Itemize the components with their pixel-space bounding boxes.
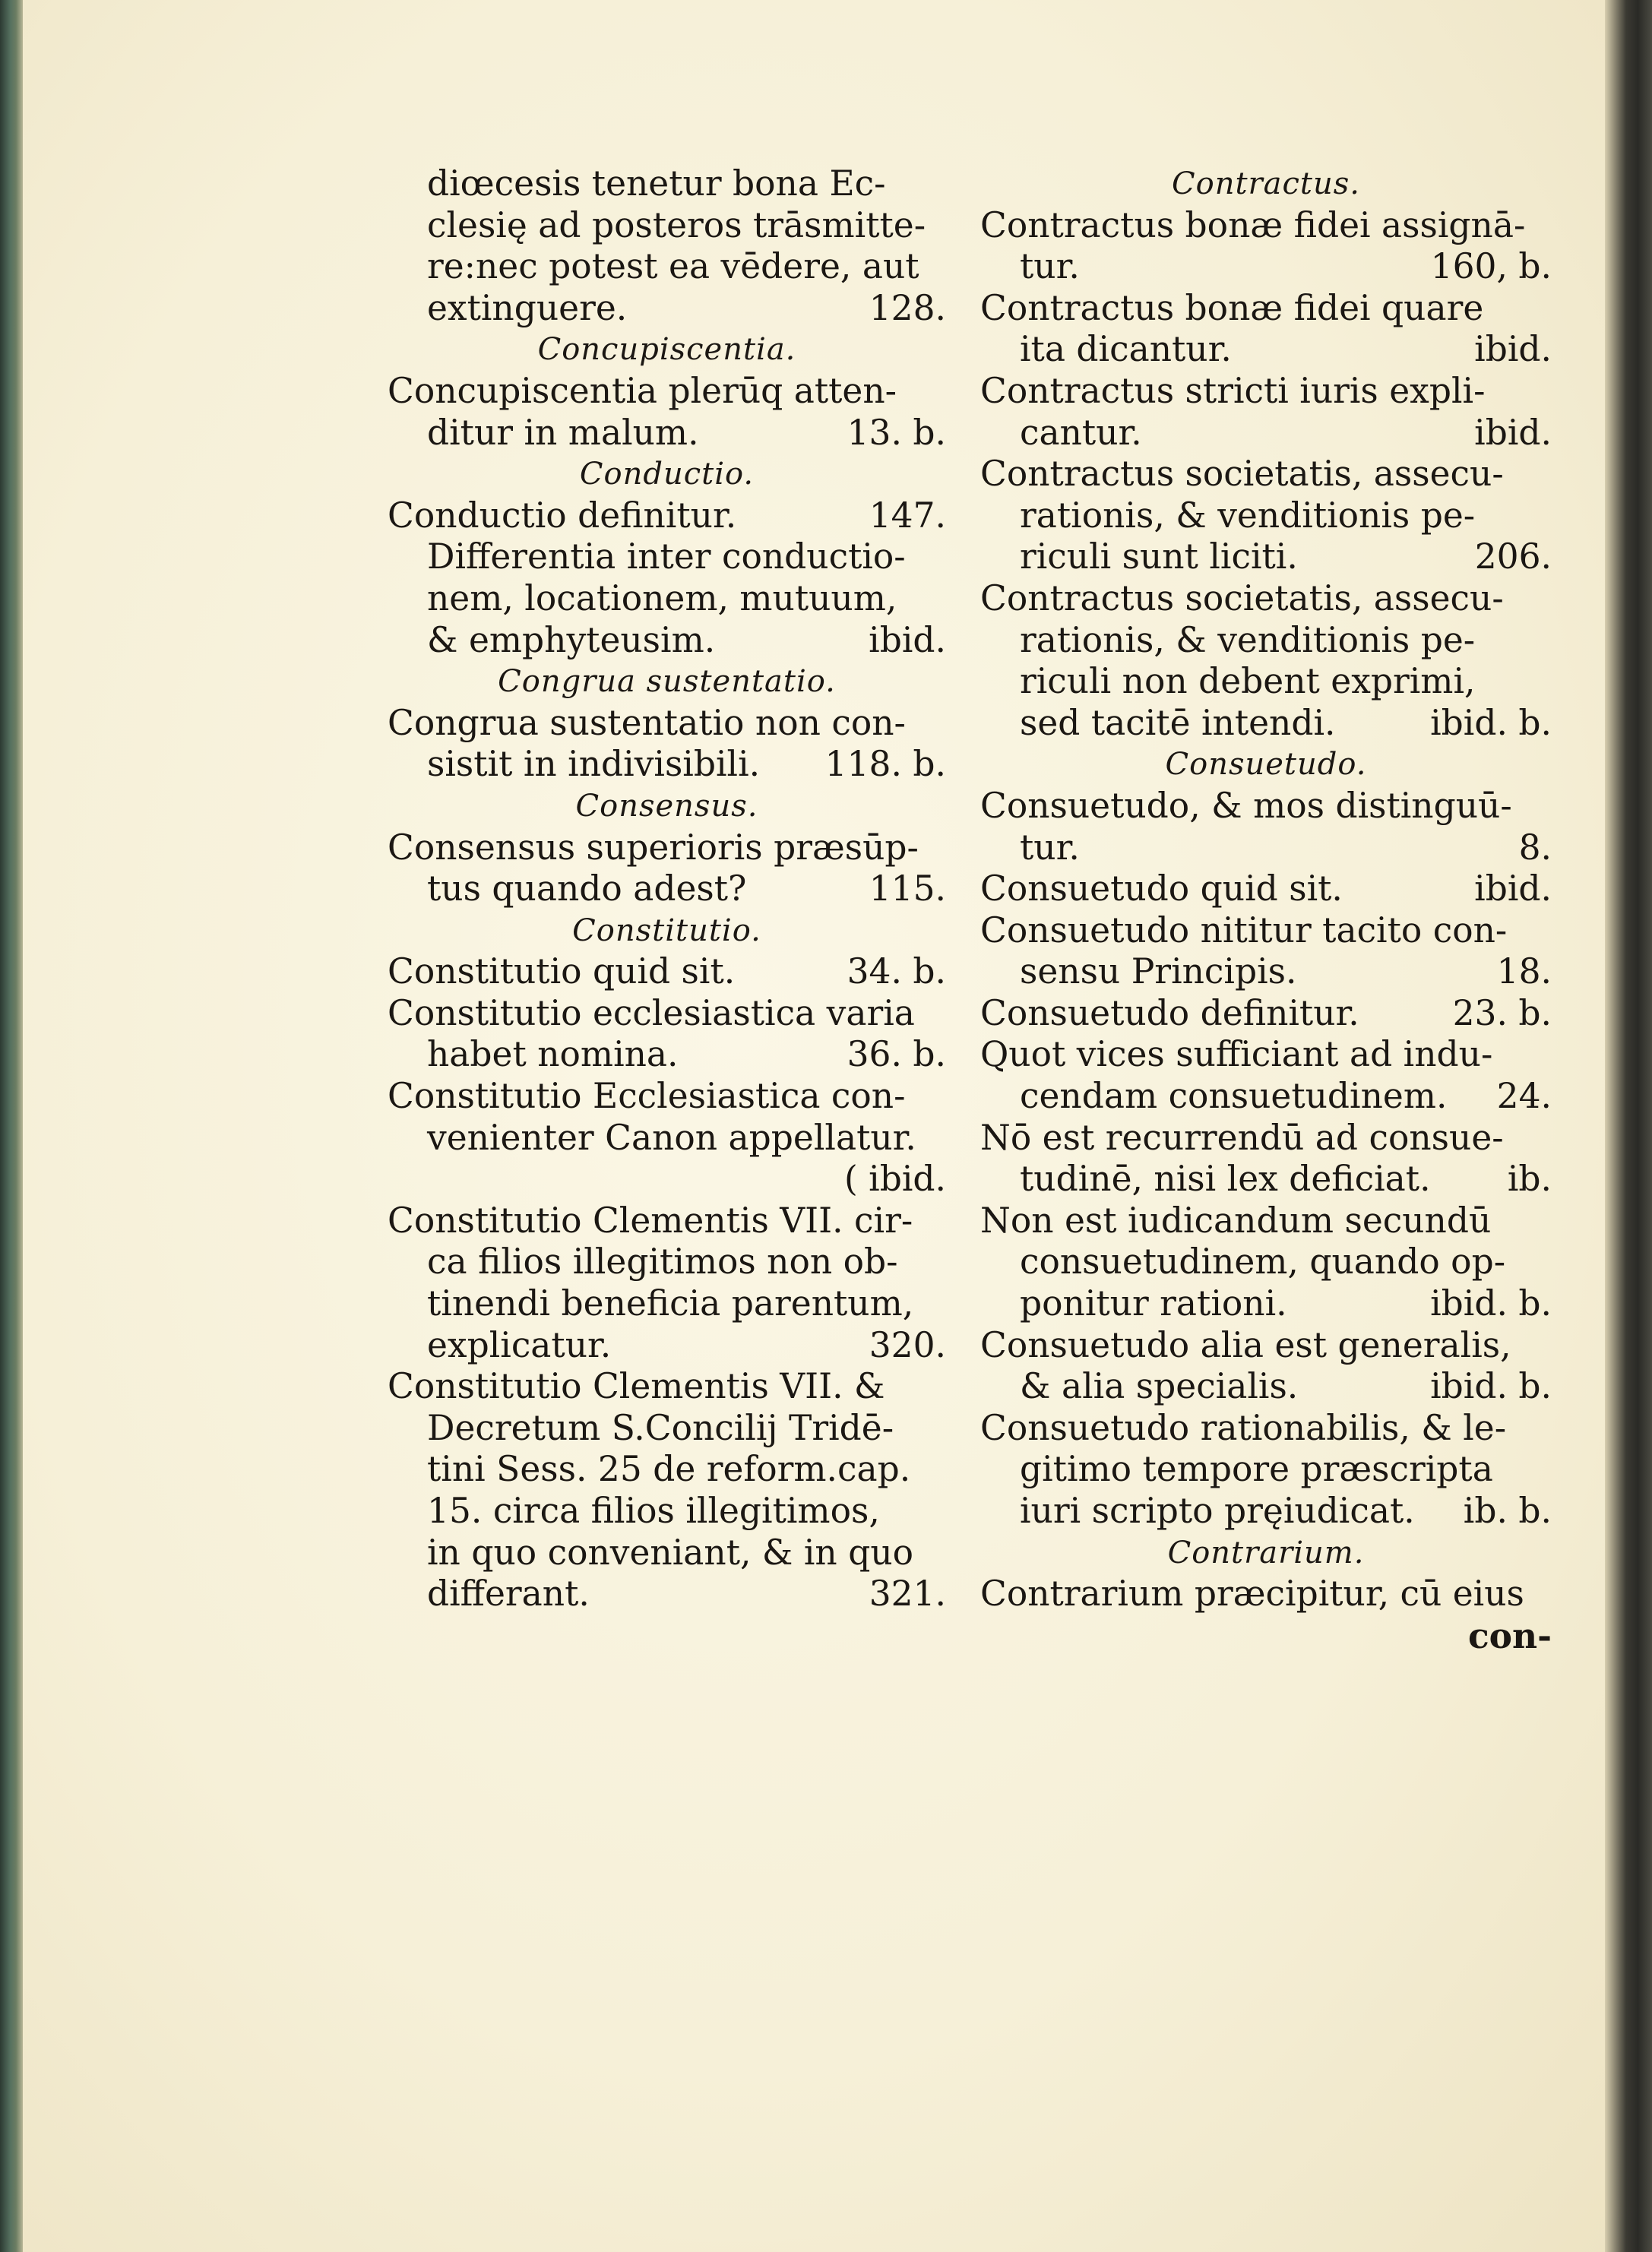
index-entry-line bbox=[388, 413, 946, 454]
index-entry-line bbox=[980, 910, 1552, 952]
index-heading bbox=[388, 910, 946, 952]
page-gutter bbox=[1605, 0, 1652, 2252]
index-entry-line bbox=[388, 703, 946, 745]
index-entry-line bbox=[980, 1408, 1552, 1450]
index-entry-line bbox=[388, 205, 946, 247]
entry-text: Consuetudo definitur. bbox=[980, 992, 1359, 1033]
index-entry-line bbox=[980, 951, 1552, 993]
index-entry-line bbox=[388, 1241, 946, 1283]
index-entry-line bbox=[388, 744, 946, 786]
index-entry-line bbox=[388, 1200, 946, 1242]
index-entry-line bbox=[388, 951, 946, 993]
entry-text: tini Sess. 25 de reform.cap. bbox=[427, 1449, 911, 1490]
index-entry-line bbox=[388, 1118, 946, 1159]
index-heading bbox=[980, 1532, 1552, 1574]
index-entry-line bbox=[388, 246, 946, 288]
index-entry-line bbox=[980, 329, 1552, 371]
entry-text: Nō est recurrendū ad consue- bbox=[980, 1117, 1504, 1158]
entry-text: consuetudinem, quando op- bbox=[1020, 1241, 1506, 1283]
index-entry-line bbox=[388, 620, 946, 662]
page-reference: 115. bbox=[869, 868, 946, 909]
entry-text: ponitur rationi. bbox=[1020, 1283, 1287, 1324]
index-entry-line bbox=[980, 246, 1552, 288]
index-entry-line bbox=[980, 1491, 1552, 1532]
entry-text: Conductio. bbox=[579, 457, 755, 492]
page-reference: 23. b. bbox=[1452, 992, 1552, 1033]
entry-text: ( ibid. bbox=[843, 1159, 946, 1200]
page-reference: 147. bbox=[869, 495, 946, 536]
entry-text: Congrua sustentatio. bbox=[498, 664, 836, 700]
entry-text: explicatur. bbox=[427, 1324, 612, 1365]
index-entry-line bbox=[980, 1241, 1552, 1283]
index-entry-line bbox=[980, 993, 1552, 1035]
entry-text: cendam consuetudinem. bbox=[1020, 1076, 1448, 1117]
entry-text: Concupiscentia. bbox=[537, 332, 796, 368]
index-entry-line bbox=[980, 1076, 1552, 1118]
entry-text: ca filios illegitimos non ob- bbox=[427, 1241, 898, 1283]
page-reference: ibid. bbox=[1474, 329, 1552, 370]
entry-text: Differentia inter conductio- bbox=[427, 536, 906, 577]
page-reference: ibid. b. bbox=[1430, 702, 1552, 743]
entry-text: ita dicantur. bbox=[1020, 329, 1232, 370]
index-entry-line bbox=[980, 1366, 1552, 1408]
page-reference: ib. b. bbox=[1463, 1491, 1552, 1531]
entry-text: rationis, & venditionis pe- bbox=[1020, 619, 1476, 660]
index-entry-line bbox=[388, 1449, 946, 1491]
index-heading bbox=[980, 744, 1552, 786]
index-entry-line bbox=[980, 620, 1552, 662]
entry-text: Consuetudo quid sit. bbox=[980, 868, 1343, 909]
entry-text: Contractus societatis, assecu- bbox=[980, 454, 1504, 495]
page-reference: ibid. bbox=[1474, 412, 1552, 453]
page-reference: ibid. bbox=[869, 619, 946, 660]
entry-text: sensu Principis. bbox=[1020, 951, 1297, 992]
page-reference: 18. bbox=[1496, 951, 1552, 992]
entry-text: Constitutio Clementis VII. & bbox=[388, 1366, 885, 1407]
entry-text: & emphyteusim. bbox=[427, 619, 716, 660]
index-heading bbox=[388, 454, 946, 495]
entry-text: Contractus stricti iuris expli- bbox=[980, 370, 1486, 411]
page-reference: ibid. bbox=[1474, 868, 1552, 909]
page-reference: ibid. b. bbox=[1430, 1283, 1552, 1324]
entry-text: Consuetudo rationabilis, & le- bbox=[980, 1407, 1507, 1448]
index-entry-line bbox=[388, 1076, 946, 1118]
index-entry-line bbox=[980, 205, 1552, 247]
index-entry-line bbox=[980, 661, 1552, 703]
index-entry-line bbox=[980, 413, 1552, 454]
index-entry-line bbox=[388, 1159, 946, 1200]
entry-text: Congrua sustentatio non con- bbox=[388, 702, 906, 743]
entry-text: Conductio definitur. bbox=[388, 495, 737, 536]
entry-text: Contractus. bbox=[1172, 166, 1360, 201]
page-reference: 206. bbox=[1474, 536, 1552, 577]
entry-text: extinguere. bbox=[427, 287, 628, 328]
index-entry-line bbox=[980, 1118, 1552, 1159]
entry-text: riculi non debent exprimi, bbox=[1020, 661, 1476, 702]
index-heading bbox=[388, 786, 946, 827]
index-entry-line bbox=[388, 1408, 946, 1450]
entry-text: re:nec potest ea vēdere, aut bbox=[427, 246, 919, 287]
entry-text: Quot vices sufficiant ad indu- bbox=[980, 1034, 1493, 1075]
entry-text: nem, locationem, mutuum, bbox=[427, 577, 897, 618]
entry-text: Contractus bonæ fidei quare bbox=[980, 287, 1484, 328]
index-column-left bbox=[388, 163, 946, 1615]
entry-text: Non est iudicandum secundū bbox=[980, 1200, 1492, 1241]
index-entry-line bbox=[980, 578, 1552, 620]
index-entry-line bbox=[980, 536, 1552, 578]
index-entry-line bbox=[980, 288, 1552, 330]
page-reference: 321. bbox=[869, 1574, 946, 1615]
page-reference: 320. bbox=[869, 1324, 946, 1365]
index-entry-line bbox=[980, 827, 1552, 869]
index-entry-line bbox=[980, 454, 1552, 495]
entry-text: venienter Canon appellatur. bbox=[427, 1117, 916, 1158]
entry-text: con- bbox=[1467, 1615, 1552, 1656]
entry-text: Contrarium. bbox=[1167, 1535, 1365, 1570]
entry-text: Consuetudo alia est generalis, bbox=[980, 1324, 1511, 1365]
entry-text: Decretum S.Concilij Tridē- bbox=[427, 1407, 894, 1448]
entry-text: Consuetudo nititur tacito con- bbox=[980, 909, 1508, 950]
entry-text: Contractus societatis, assecu- bbox=[980, 577, 1504, 618]
entry-text: Constitutio quid sit. bbox=[388, 951, 736, 992]
index-entry-line bbox=[388, 1325, 946, 1367]
index-entry-line bbox=[980, 1283, 1552, 1325]
index-entry-line bbox=[980, 1449, 1552, 1491]
index-entry-line bbox=[980, 1325, 1552, 1367]
index-entry-line bbox=[388, 1366, 946, 1408]
entry-text: tur. bbox=[1020, 827, 1080, 868]
index-entry-line bbox=[388, 993, 946, 1035]
book-binding-edge bbox=[0, 0, 23, 2252]
index-entry-line bbox=[388, 536, 946, 578]
entry-text: diœcesis tenetur bona Ec- bbox=[427, 163, 886, 204]
page-reference: ib. bbox=[1507, 1159, 1552, 1200]
entry-text: sistit in indivisibili. bbox=[427, 744, 761, 785]
entry-text: & alia specialis. bbox=[1020, 1366, 1299, 1407]
entry-text: Consuetudo, & mos distinguū- bbox=[980, 785, 1512, 826]
entry-text: Constitutio. bbox=[572, 913, 761, 948]
index-entry-line bbox=[388, 1283, 946, 1325]
page-reference: 34. b. bbox=[847, 951, 946, 992]
entry-text: gitimo tempore præscripta bbox=[1020, 1449, 1493, 1490]
index-entry-line bbox=[980, 786, 1552, 827]
entry-text: Concupiscentia plerūq atten- bbox=[388, 370, 897, 411]
entry-text: rationis, & venditionis pe- bbox=[1020, 495, 1476, 536]
page-reference: 128. bbox=[869, 287, 946, 328]
entry-text: iuri scripto pręiudicat. bbox=[1020, 1491, 1415, 1531]
index-entry-line bbox=[388, 868, 946, 910]
entry-text: Constitutio Clementis VII. cir- bbox=[388, 1200, 913, 1241]
entry-text: clesię ad posteros trāsmitte- bbox=[427, 204, 926, 245]
index-entry-line bbox=[388, 1491, 946, 1532]
index-entry-line bbox=[388, 371, 946, 413]
index-entry-line bbox=[388, 495, 946, 537]
page-reference: 24. bbox=[1496, 1076, 1552, 1117]
index-heading bbox=[388, 329, 946, 371]
index-entry-line bbox=[388, 163, 946, 205]
entry-text: Contractus bonæ fidei assignā- bbox=[980, 204, 1526, 245]
entry-text: differant. bbox=[427, 1574, 590, 1615]
page-reference: ibid. b. bbox=[1430, 1366, 1552, 1407]
index-entry-line bbox=[388, 1532, 946, 1574]
index-entry-line bbox=[980, 1159, 1552, 1200]
page-reference: 8. bbox=[1518, 827, 1552, 868]
entry-text: ditur in malum. bbox=[427, 412, 699, 453]
index-entry-line bbox=[388, 1574, 946, 1615]
index-entry-line bbox=[980, 495, 1552, 537]
index-entry-line bbox=[980, 1200, 1552, 1242]
entry-text: Consensus. bbox=[575, 788, 758, 824]
page-reference: 13. b. bbox=[847, 412, 946, 453]
index-heading bbox=[388, 661, 946, 703]
index-entry-line bbox=[980, 1574, 1552, 1615]
entry-text: 15. circa filios illegitimos, bbox=[427, 1491, 880, 1531]
entry-text: Constitutio ecclesiastica varia bbox=[388, 992, 915, 1033]
entry-text: riculi sunt liciti. bbox=[1020, 536, 1298, 577]
page-reference: 160, b. bbox=[1430, 246, 1552, 287]
index-entry-line bbox=[388, 288, 946, 330]
index-entry-line bbox=[980, 1034, 1552, 1076]
entry-text: tudinē, nisi lex deficiat. bbox=[1020, 1159, 1431, 1200]
entry-text: Consensus superioris præsūp- bbox=[388, 827, 919, 868]
entry-text: tus quando adest? bbox=[427, 868, 747, 909]
entry-text: Constitutio Ecclesiastica con- bbox=[388, 1076, 906, 1117]
entry-text: Contrarium præcipitur, cū eius bbox=[980, 1574, 1524, 1615]
entry-text: in quo conveniant, & in quo bbox=[427, 1532, 914, 1573]
entry-text: sed tacitē intendi. bbox=[1020, 702, 1336, 743]
entry-text: Consuetudo. bbox=[1165, 747, 1367, 783]
page-reference: 36. b. bbox=[847, 1034, 946, 1075]
index-entry-line bbox=[388, 1034, 946, 1076]
index-entry-line bbox=[388, 578, 946, 620]
index-entry-line bbox=[980, 1615, 1552, 1657]
index-entry-line bbox=[388, 827, 946, 869]
page-reference: 118. b. bbox=[824, 744, 946, 785]
entry-text: habet nomina. bbox=[427, 1034, 679, 1075]
entry-text: tinendi beneficia parentum, bbox=[427, 1283, 914, 1324]
index-entry-line bbox=[980, 371, 1552, 413]
entry-text: tur. bbox=[1020, 246, 1080, 287]
index-column-right bbox=[980, 163, 1552, 1656]
index-entry-line bbox=[980, 703, 1552, 745]
entry-text: cantur. bbox=[1020, 412, 1142, 453]
index-heading bbox=[980, 163, 1552, 205]
index-entry-line bbox=[980, 868, 1552, 910]
